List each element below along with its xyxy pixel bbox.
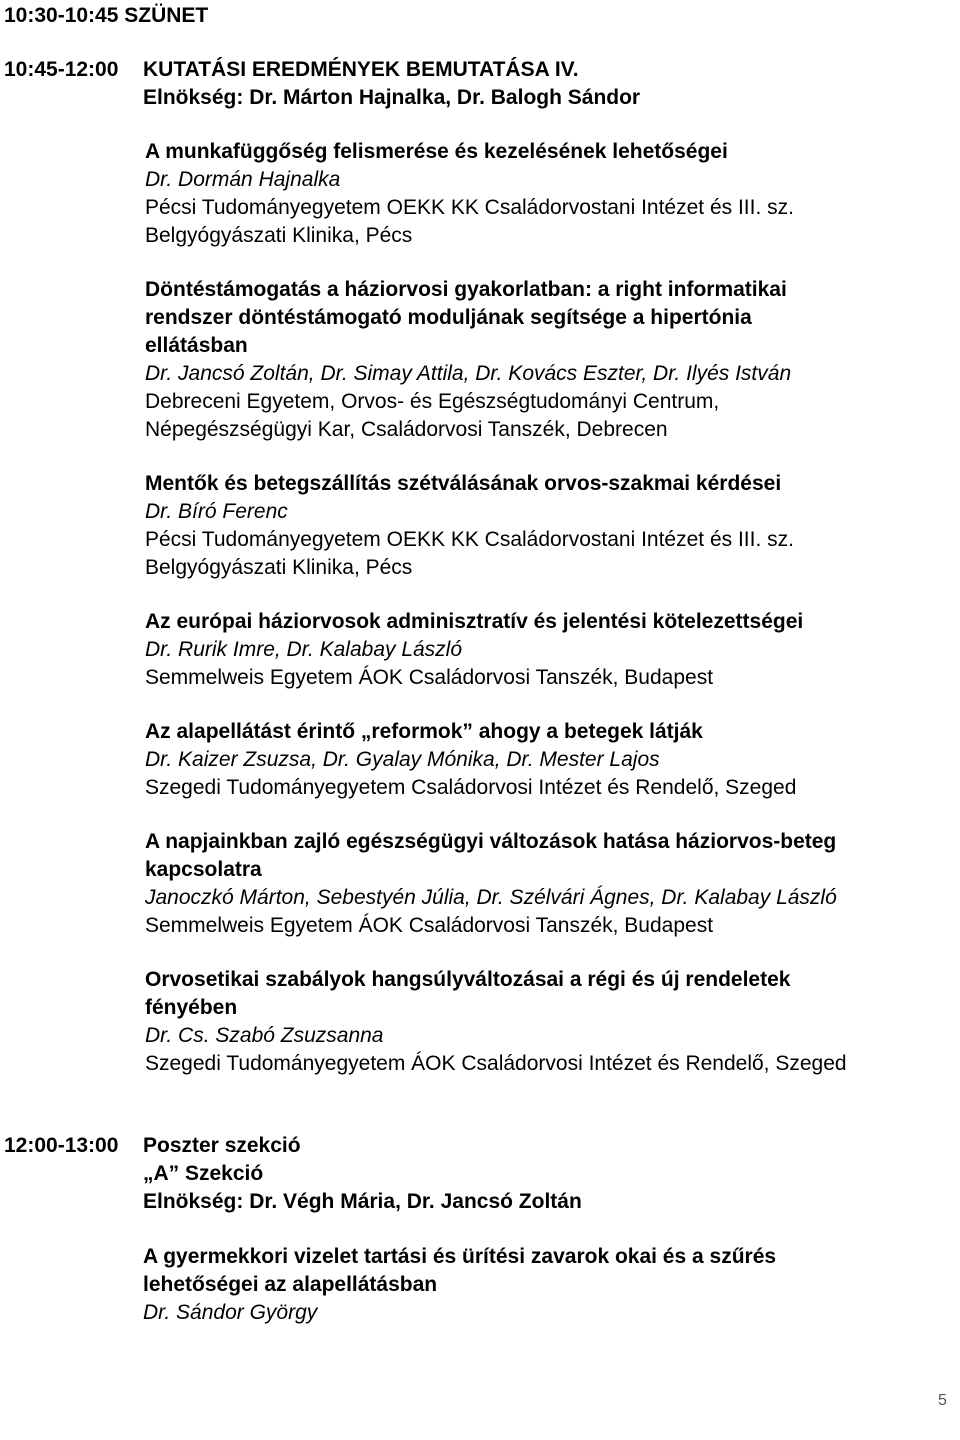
talk-7-authors: Dr. Cs. Szabó Zsuzsanna xyxy=(145,1024,384,1047)
talk-1-title: A munkafüggőség felismerése és kezelésének lehetőségei xyxy=(145,140,728,163)
talk-4-affiliation: Semmelweis Egyetem ÁOK Családorvosi Tanszék, Budapest xyxy=(145,666,714,689)
session-poster-section: „A” Szekció xyxy=(143,1162,264,1185)
talk-7-title-2: fényében xyxy=(145,996,238,1019)
talk-2-affiliation-2: Népegészségügyi Kar, Családorvosi Tanszék, Debrecen xyxy=(145,418,668,441)
talk-6-affiliation: Semmelweis Egyetem ÁOK Családorvosi Tanszék, Budapest xyxy=(145,914,714,937)
talk-1-affiliation-1: Pécsi Tudományegyetem OEKK KK Családorvostani Intézet és III. sz. xyxy=(145,196,794,219)
talk-3-authors: Dr. Bíró Ferenc xyxy=(145,500,288,523)
talk-2-title-1: Döntéstámogatás a háziorvosi gyakorlatban: a right informatikai xyxy=(145,278,787,301)
session-research-title: KUTATÁSI EREDMÉNYEK BEMUTATÁSA IV. xyxy=(143,58,579,81)
talk-4-title: Az európai háziorvosok adminisztratív és jelentési kötelezettségei xyxy=(145,610,804,633)
poster-1-title-2: lehetőségei az alapellátásban xyxy=(143,1273,438,1296)
session-research-chair: Elnökség: Dr. Márton Hajnalka, Dr. Balogh Sándor xyxy=(143,86,641,109)
poster-1-authors: Dr. Sándor György xyxy=(143,1301,318,1324)
session-poster-time: 12:00-13:00 xyxy=(4,1134,119,1157)
talk-1-authors: Dr. Dormán Hajnalka xyxy=(145,168,341,191)
talk-6-title-1: A napjainkban zajló egészségügyi változások hatása háziorvos-beteg xyxy=(145,830,837,853)
talk-7-affiliation: Szegedi Tudományegyetem ÁOK Családorvosi Intézet és Rendelő, Szeged xyxy=(145,1052,847,1075)
session-poster-title: Poszter szekció xyxy=(143,1134,301,1157)
talk-2-affiliation-1: Debreceni Egyetem, Orvos- és Egészségtudományi Centrum, xyxy=(145,390,720,413)
talk-5-authors: Dr. Kaizer Zsuzsa, Dr. Gyalay Mónika, Dr. Mester Lajos xyxy=(145,748,660,771)
talk-5-title: Az alapellátást érintő „reformok” ahogy a betegek látják xyxy=(145,720,703,743)
poster-1-title-1: A gyermekkori vizelet tartási és ürítési zavarok okai és a szűrés xyxy=(143,1245,777,1268)
session-poster-chair: Elnökség: Dr. Végh Mária, Dr. Jancsó Zoltán xyxy=(143,1190,582,1213)
talk-2-title-2: rendszer döntéstámogató moduljának segítsége a hipertónia xyxy=(145,306,752,329)
break-heading: 10:30-10:45 SZÜNET xyxy=(4,4,209,27)
talk-3-affiliation-2: Belgyógyászati Klinika, Pécs xyxy=(145,556,413,579)
talk-1-affiliation-2: Belgyógyászati Klinika, Pécs xyxy=(145,224,413,247)
talk-7-title-1: Orvosetikai szabályok hangsúlyváltozásai a régi és új rendeletek xyxy=(145,968,791,991)
talk-2-title-3: ellátásban xyxy=(145,334,248,357)
talk-5-affiliation: Szegedi Tudományegyetem Családorvosi Intézet és Rendelő, Szeged xyxy=(145,776,797,799)
session-research-time: 10:45-12:00 xyxy=(4,58,119,81)
page-number: 5 xyxy=(938,1392,947,1409)
talk-3-affiliation-1: Pécsi Tudományegyetem OEKK KK Családorvostani Intézet és III. sz. xyxy=(145,528,794,551)
talk-6-title-2: kapcsolatra xyxy=(145,858,262,881)
talk-4-authors: Dr. Rurik Imre, Dr. Kalabay László xyxy=(145,638,463,661)
talk-3-title: Mentők és betegszállítás szétválásának orvos-szakmai kérdései xyxy=(145,472,782,495)
talk-2-authors: Dr. Jancsó Zoltán, Dr. Simay Attila, Dr. Kovács Eszter, Dr. Ilyés István xyxy=(145,362,792,385)
talk-6-authors: Janoczkó Márton, Sebestyén Júlia, Dr. Szélvári Ágnes, Dr. Kalabay László xyxy=(145,886,837,909)
